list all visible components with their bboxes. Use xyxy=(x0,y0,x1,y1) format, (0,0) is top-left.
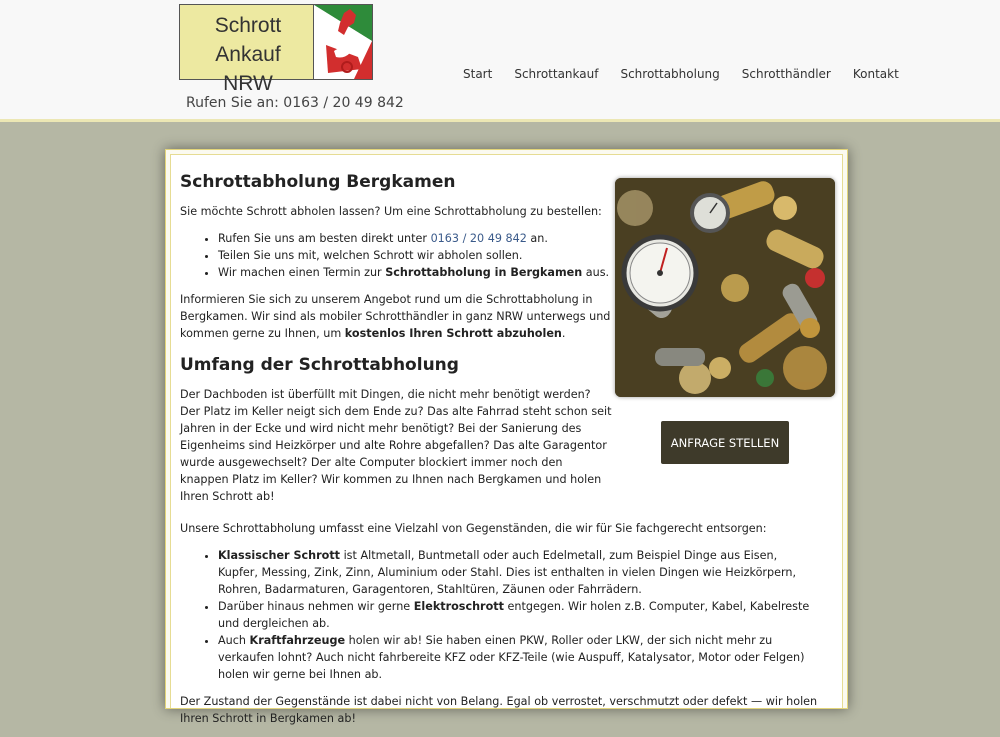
steps-list xyxy=(180,230,612,281)
phone-link[interactable]: 0163 / 20 49 842 xyxy=(430,232,527,245)
page-title: Schrottabholung Bergkamen xyxy=(180,172,456,192)
content-inner xyxy=(170,154,843,725)
main-content-panel xyxy=(165,149,848,725)
item3-bold: Kraftfahrzeuge xyxy=(249,634,346,647)
logo-line-1: Schrott Ankauf xyxy=(214,14,282,66)
section-title: Umfang der Schrottabholung xyxy=(180,355,459,375)
scope-paragraph: Der Dachboden ist überfüllt mit Dingen, die nicht mehr benötigt werden? Der Platz im Keller neigt sich dem Ende zu? Das alte Fahrrad steht schon seit Jahren in der Ecke und wird nicht mehr benötigt? Bei der Sanierung des Eigenheims sind Heizkörper und alte Rohre abgefallen? Das alte Garagentor wurde ausgewechselt? Der alte Computer blockiert immer noch den knappen Platz im Keller? Wir kommen zu Ihnen nach Bergkamen und holen Ihren Schrott ab! xyxy=(180,388,612,503)
info-text: Informieren Sie sich zu unserem Angebot rund um die Schrottabholung in Bergkamen. Wir sind als mobiler Schrotthändler in ganz NRW unterwegs und kommen gerne zu Ihnen, um xyxy=(180,293,611,340)
scrap-metal-photo xyxy=(615,178,835,397)
item1-bold: Klassischer Schrott xyxy=(218,549,341,562)
info-end: . xyxy=(561,327,566,340)
item3-text: holen wir ab! Sie haben einen PKW, Roller oder LKW, der sich nicht mehr zu verkaufen lohnt? Auch nicht fahrbereite KFZ oder KFZ-Teile (wie Auspuff, Katalysator, Motor oder Felgen) holen wir gerne bei Ihnen ab. xyxy=(218,634,805,681)
logo-line-2: NRW xyxy=(223,72,273,95)
items-list xyxy=(180,547,820,683)
article-top xyxy=(180,171,612,515)
logo-text xyxy=(180,11,316,98)
list-item: • Teilen Sie uns mit, welchen Schrott wir abholen sollen. xyxy=(218,247,612,264)
nav-item-schrottabholung[interactable]: Schrottabholung xyxy=(620,67,720,81)
item2-text: entgegen. Wir holen z.B. Computer, Kabel, Kabelreste und dergleichen ab. xyxy=(218,600,810,630)
nav-item-start[interactable]: Start xyxy=(463,67,493,81)
item3-prefix: Auch xyxy=(218,634,250,647)
main-navigation xyxy=(463,67,899,81)
site-logo[interactable] xyxy=(179,4,373,95)
step3-prefix: Wir machen einen Termin zur xyxy=(218,266,386,279)
inquiry-button[interactable]: ANFRAGE STELLEN xyxy=(661,421,789,464)
info-paragraph xyxy=(180,291,612,342)
list-item xyxy=(218,547,820,598)
items-intro: Unsere Schrottabholung umfasst eine Vielzahl von Gegenständen, die wir für Sie fachgerecht entsorgen: xyxy=(180,522,767,535)
step1-suffix: an. xyxy=(526,232,548,245)
item1-text: ist Altmetall, Buntmetall oder auch Edelmetall, zum Beispiel Dinge aus Eisen, Kupfer, Messing, Zink, Zinn, Aluminium oder Stahl. Dies ist enthalten in vielen Dingen wie Heizkörpern, Rohren, Badarmaturen, Garagentoren, Stahltüren, Zäunen oder Fahrrädern. xyxy=(218,549,797,596)
list-item xyxy=(218,632,820,683)
article-bottom xyxy=(180,520,820,737)
nav-item-schrotthaendler[interactable]: Schrotthändler xyxy=(741,67,831,81)
nav-item-schrottankauf[interactable]: Schrottankauf xyxy=(514,67,599,81)
intro-text: Sie möchte Schrott abholen lassen? Um eine Schrottabholung zu bestellen: xyxy=(180,205,602,218)
nav-item-kontakt[interactable]: Kontakt xyxy=(852,67,899,81)
item2-prefix: Darüber hinaus nehmen wir gerne xyxy=(218,600,414,613)
info-bold: kostenlos Ihren Schrott abzuholen xyxy=(344,327,562,340)
header-phone-line: Rufen Sie an: 0163 / 20 49 842 xyxy=(186,95,404,111)
site-header xyxy=(0,0,1000,122)
step1-prefix: Rufen Sie uns am besten direkt unter xyxy=(218,232,431,245)
step3-bold: Schrottabholung in Bergkamen xyxy=(385,266,583,279)
list-item xyxy=(218,264,612,281)
list-item xyxy=(218,230,612,247)
closing-paragraph: Der Zustand der Gegenstände ist dabei nicht von Belang. Egal ob verrostet, verschmutzt oder defekt — wir holen Ihren Schrott in Bergkamen ab! xyxy=(180,695,818,725)
nrw-coat-of-arms-icon xyxy=(313,5,372,79)
step3-suffix: aus. xyxy=(582,266,610,279)
list-item xyxy=(218,598,820,632)
item2-bold: Elektroschrott xyxy=(413,600,504,613)
